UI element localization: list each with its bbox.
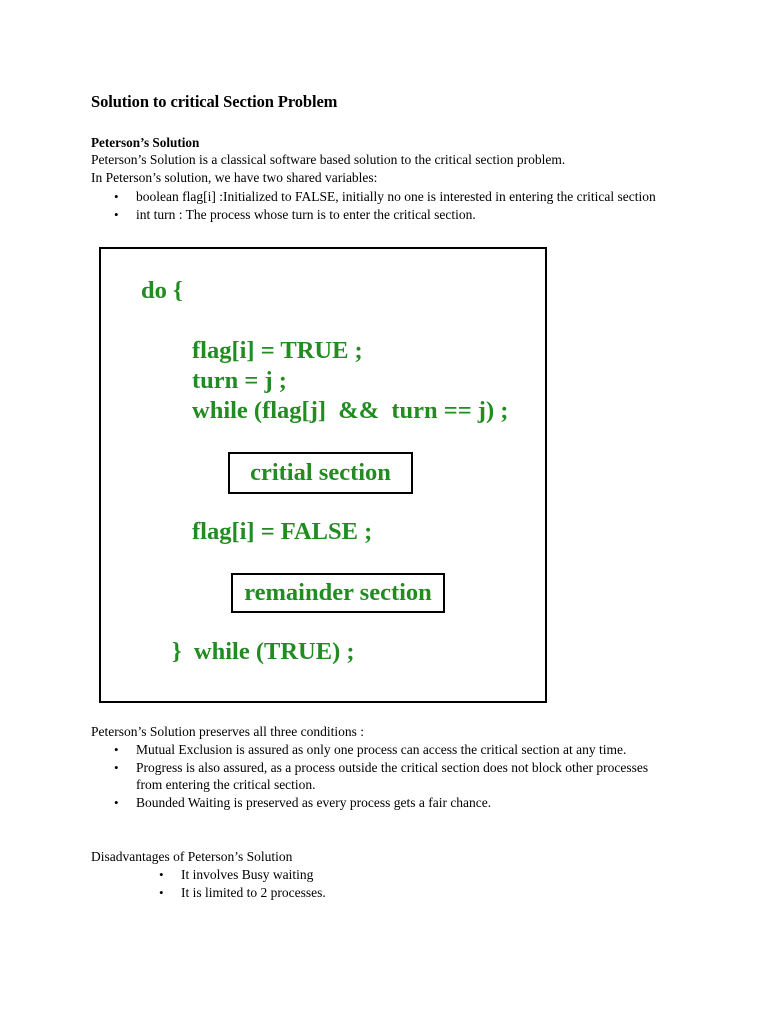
disadvantages-list (136, 866, 536, 901)
code-line-flag-true: flag[i] = TRUE ; (192, 337, 363, 364)
bullet-icon: • (114, 189, 119, 204)
list-item (91, 206, 691, 224)
remainder-section-box (231, 573, 445, 613)
code-line-flag-false: flag[i] = FALSE ; (192, 518, 373, 545)
conditions-list (91, 741, 671, 811)
bullet-icon: • (114, 742, 119, 757)
bullet-icon: • (114, 759, 119, 775)
shared-variables-list (91, 188, 691, 223)
critical-section-label: critial section (250, 459, 391, 486)
code-end-line: } while (TRUE) ; (172, 638, 355, 665)
bullet-icon: • (114, 794, 119, 810)
code-line-while: while (flag[j] && turn == j) ; (192, 397, 509, 424)
section-heading: Peterson’s Solution (91, 135, 200, 150)
list-item (136, 866, 536, 884)
code-line-turn: turn = j ; (192, 367, 287, 394)
intro-paragraph-1: Peterson’s Solution is a classical software based solution to the critical section problem. (91, 152, 566, 167)
list-item (91, 741, 651, 759)
intro-paragraph-2: In Peterson’s solution, we have two shared variables: (91, 170, 378, 185)
bullet-icon: • (159, 867, 164, 882)
list-item-text: Bounded Waiting is preserved as every process gets a fair chance. (136, 794, 492, 810)
list-item (91, 794, 651, 812)
list-item-text: Mutual Exclusion is assured as only one process can access the critical section at any time. (136, 742, 627, 757)
list-item (91, 759, 651, 794)
bullet-icon: • (159, 884, 164, 900)
list-item-text: boolean flag[i] :Initialized to FALSE, initially no one is interested in entering the critical section (136, 189, 656, 204)
list-item-text: int turn : The process whose turn is to enter the critical section. (136, 206, 476, 222)
list-item-text: Progress is also assured, as a process outside the critical section does not block other processes from entering the critical section. (136, 759, 649, 792)
list-item-text: It is limited to 2 processes. (181, 884, 326, 900)
code-figure (99, 247, 547, 703)
bullet-icon: • (114, 206, 119, 222)
remainder-section-label: remainder section (244, 579, 432, 606)
list-item (91, 188, 696, 206)
critical-section-box (228, 452, 413, 494)
disadvantages-heading: Disadvantages of Peterson’s Solution (91, 849, 293, 864)
conditions-intro: Peterson’s Solution preserves all three conditions : (91, 724, 364, 739)
list-item-text: It involves Busy waiting (181, 867, 314, 882)
page-title: Solution to critical Section Problem (91, 92, 338, 111)
code-do-line: do { (141, 277, 183, 304)
list-item (136, 884, 536, 902)
